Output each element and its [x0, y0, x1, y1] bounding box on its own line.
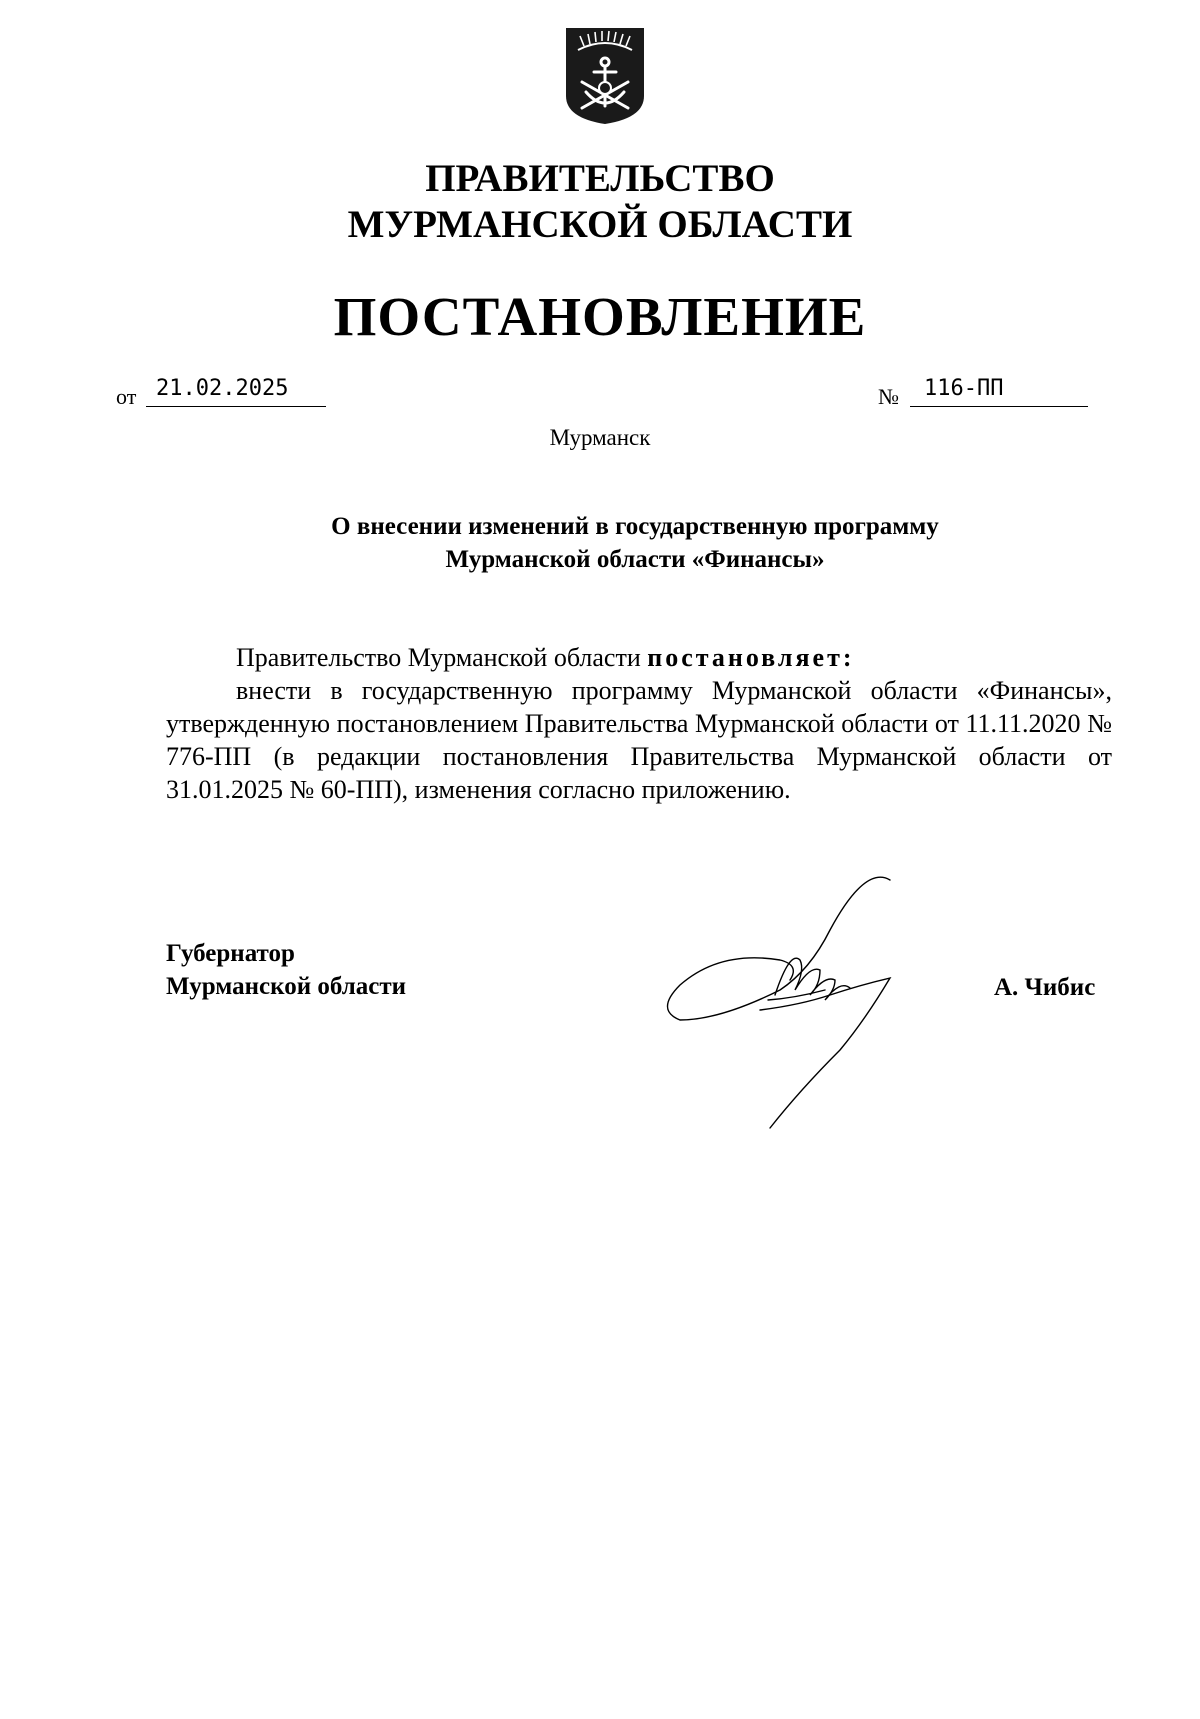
- signer-title-line-1: Губернатор: [166, 940, 295, 967]
- subject-line-2: Мурманской области «Финансы»: [445, 546, 825, 573]
- org-line-1: ПРАВИТЕЛЬСТВО: [425, 157, 775, 200]
- body-main-paragraph: внести в государственную программу Мурманской области «Финансы», утвержденную постановлением Правительства Мурманской области от 11.11.2020 № 776-ПП (в редакции постановления Правительства Мурманской области от 31.01.2025 № 60-ПП), изменения согласно приложению.: [166, 676, 1112, 804]
- document-type: ПОСТАНОВЛЕНИЕ: [333, 286, 867, 347]
- date-label: от: [116, 384, 137, 409]
- signature-icon: [660, 870, 910, 1130]
- signer-title: [166, 937, 406, 1003]
- org-line-2: МУРМАНСКОЙ ОБЛАСТИ: [347, 203, 853, 246]
- signer-title-line-2: Мурманской области: [166, 973, 407, 1000]
- city-name: Мурманск: [549, 425, 651, 450]
- organization-name: [0, 156, 1200, 248]
- document-body: [166, 641, 1112, 806]
- subject-line-1: О внесении изменений в государственную программу: [331, 513, 939, 540]
- number-label: №: [878, 384, 899, 409]
- body-intro-paragraph: [166, 641, 1112, 674]
- coat-of-arms-icon: [564, 26, 646, 126]
- number-value: 116-ПП: [910, 372, 1088, 407]
- date-value: 21.02.2025: [146, 372, 326, 407]
- signer-name: А. Чибис: [994, 974, 1096, 1001]
- decree-word: постановляет:: [647, 643, 855, 672]
- document-subject: [0, 510, 1200, 576]
- body-intro: Правительство Мурманской области: [236, 643, 648, 672]
